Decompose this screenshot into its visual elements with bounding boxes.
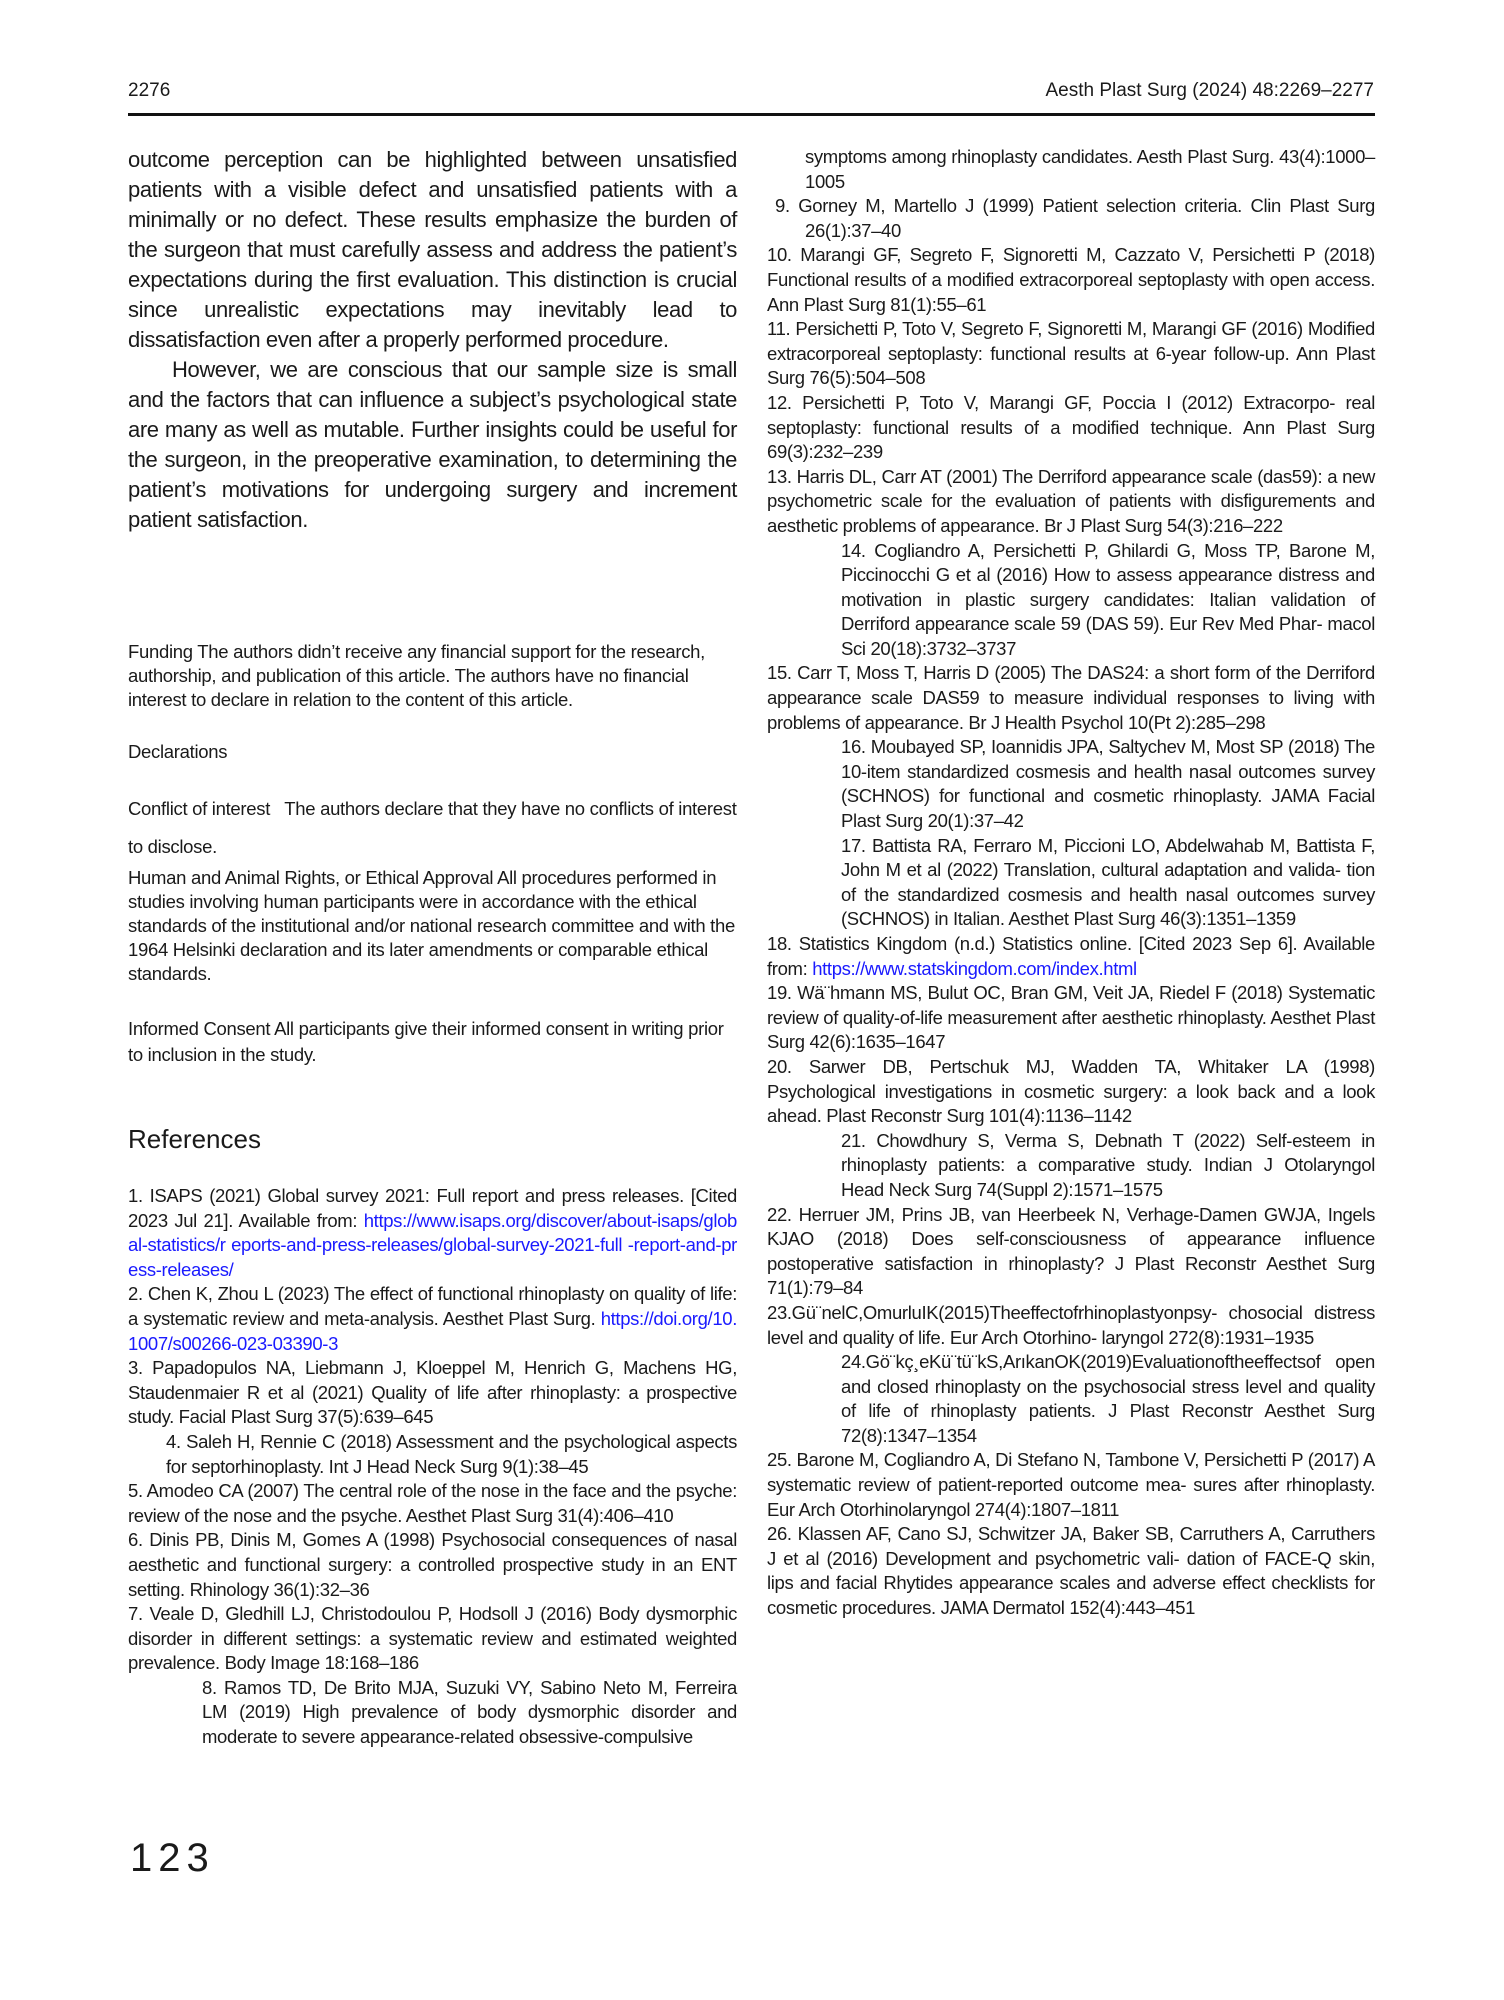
reference-text: 13. Harris DL, Carr AT (2001) The Derriford appearance scale (das59): a new psychometric scale for the evaluation of patients with disfigurements and aesthetic problems of appearance. Br J Plast Surg 54(3):216–222 [767, 465, 1375, 536]
reference-text: 19. Wä¨hmann MS, Bulut OC, Bran GM, Veit JA, Riedel F (2018) Systematic review of quality-of-life measurement after aesthetic rhinoplasty. Aesthet Plast Surg 42(6):1635–1647 [767, 982, 1375, 1053]
journal-citation: Aesth Plast Surg (2024) 48:2269–2277 [1045, 80, 1374, 101]
reference-text: 25. Barone M, Cogliandro A, Di Stefano N, Tambone V, Persichetti P (2017) A systematic review of patient-reported outcome mea- sures after rhinoplasty. Eur Arch Otorhinolaryngol 274(4):1807–1811 [767, 1449, 1375, 1520]
reference-item [767, 1129, 1375, 1203]
reference-item [767, 317, 1375, 391]
header-divider [128, 113, 1375, 116]
reference-item [767, 981, 1375, 1055]
reference-text: 8. Ramos TD, De Brito MJA, Suzuki VY, Sabino Neto M, Ferreira LM (2019) High prevalence of body dysmorphic disorder and moderate to severe appearance-related obsessive-compulsive [202, 1676, 737, 1748]
reference-text: 15. Carr T, Moss T, Harris D (2005) The DAS24: a short form of the Derriford appearance scale DAS59 to measure individual responses to living with problems of appearance. Br J Health Psychol 10(Pt 2):285–298 [767, 662, 1375, 733]
reference-item [767, 834, 1375, 932]
reference-text: 21. Chowdhury S, Verma S, Debnath T (2022) Self-esteem in rhinoplasty patients: a comparative study. Indian J Otolaryngol Head Neck Surg 74(Suppl 2):1571–1575 [841, 1129, 1375, 1200]
reference-list-left [128, 1184, 737, 1750]
reference-text: 26. Klassen AF, Cano SJ, Schwitzer JA, Baker SB, Carruthers A, Carruthers J et al (2016) Development and psychometric vali- dation of FACE-Q skin, lips and facial Rhytides appearance scales and adverse effect checklists for cosmetic procedures. JAMA Dermatol 152(4):443–451 [767, 1523, 1375, 1619]
ethical-approval [128, 866, 737, 986]
reference-list-right [767, 145, 1375, 1621]
funding-text: Funding The authors didn’t receive any financial support for the research, authorship, and publication of this article. The authors have no financial interest to declare in relation to the content of this article. [128, 641, 706, 710]
reference-link[interactable]: https://www.statskingdom.com/index.html [812, 957, 1137, 979]
reference-text: 18. Statistics Kingdom (n.d.) Statistics online. [Cited 2023 Sep 6]. Available from: [767, 933, 1375, 979]
reference-item [767, 1055, 1375, 1129]
reference-text: 16. Moubayed SP, Ioannidis JPA, Saltychev M, Most SP (2018) The 10-item standardized cosmesis and health nasal outcomes survey (SCHNOS) for functional and cosmetic rhinoplasty. JAMA Facial Plast Surg 20(1):37–42 [841, 736, 1375, 832]
reference-text: 10. Marangi GF, Segreto F, Signoretti M, Cazzato V, Persichetti P (2018) Functional results of a modified extracorporeal septoplasty with open access. Ann Plast Surg 81(1):55–61 [767, 244, 1375, 315]
reference-text: 22. Herruer JM, Prins JB, van Heerbeek N, Verhage-Damen GWJA, Ingels KJAO (2018) Does self-consciousness of appearance influence postoperative satisfaction in rhinoplasty? J Plast Reconstr Aesthet Surg 71(1):79–84 [767, 1203, 1375, 1299]
reference-text: 5. Amodeo CA (2007) The central role of the nose in the face and the psyche: review of the nose and the psyche. Aesthet Plast Surg 31(4):406–410 [128, 1480, 737, 1526]
reference-item [128, 1528, 737, 1602]
reference-link[interactable]: https://www.isaps.org/discover/about-isaps/global-statistics/r eports-and-press-releases/global-survey-2021-full -report-and-press-releases/ [128, 1209, 737, 1280]
reference-item [767, 465, 1375, 539]
reference-item [767, 735, 1375, 833]
page-number: 2276 [128, 80, 171, 101]
conflict-text: The authors declare that they have no conflicts of interest to disclose. [128, 798, 737, 857]
reference-text: 23.Gü¨nelC,OmurluIK(2015)Theeffectofrhinoplastyonpsy- chosocial distress level and quality of life. Eur Arch Otorhino- laryngol 272(8):1931–1935 [767, 1301, 1375, 1348]
discussion-text [128, 145, 737, 535]
reference-item [767, 243, 1375, 317]
reference-item [767, 1522, 1375, 1620]
reference-text: 4. Saleh H, Rennie C (2018) Assessment and the psychological aspects for septorhinoplasty. Int J Head Neck Surg 9(1):38–45 [166, 1430, 737, 1477]
reference-item [128, 1479, 737, 1528]
reference-item [767, 932, 1375, 981]
reference-item [767, 1301, 1375, 1350]
paragraph: outcome perception can be highlighted between unsatisfied patients with a visible defect and unsatisfied patients with a minimally or no defect. These results emphasize the burden of the surgeon that must carefully assess and address the patient’s expectations during the first evaluation. This distinction is crucial since unrealistic expectations may inevitably lead to dissatisfaction even after a properly performed procedure. [128, 147, 737, 352]
reference-text: 24.Gö¨kç¸eKü¨tü¨kS,ArıkanOK(2019)Evaluationoftheeffectsof open and closed rhinoplasty on the psychosocial stress level and quality of life of rhinoplasty patients. J Plast Reconstr Aesthet Surg 72(8):1347–1354 [841, 1351, 1375, 1446]
reference-item [767, 194, 1375, 243]
reference-item [767, 1203, 1375, 1301]
reference-text: 20. Sarwer DB, Pertschuk MJ, Wadden TA, Whitaker LA (1998) Psychological investigations in cosmetic surgery: a look back and a look ahead. Plast Reconstr Surg 101(4):1136–1142 [767, 1055, 1375, 1127]
reference-item [767, 661, 1375, 735]
reference-text: 14. Cogliandro A, Persichetti P, Ghilardi G, Moss TP, Barone M, Piccinocchi G et al (2016) How to assess appearance distress and motivation in plastic surgery candidates: Italian validation of Derriford appearance scale 59 (DAS 59). Eur Rev Med Phar- macol Sci 20(18):3732–3737 [841, 539, 1375, 659]
reference-text: symptoms among rhinoplasty candidates. Aesth Plast Surg. 43(4):1000–1005 [805, 146, 1375, 192]
springer-logo [130, 1836, 215, 1881]
reference-text: 1. ISAPS (2021) Global survey 2021: Full report and press releases. [Cited 2023 Jul 21]. Available from: [128, 1185, 737, 1231]
ethics-text: All procedures performed in studies involving human participants were in accordance with the ethical standards of the institutional and/or national research committee and with the 1964 Helsinki declaration and its later amendments or comparable ethical standards. [128, 867, 735, 984]
declarations-heading: Declarations [128, 741, 228, 762]
reference-text: 12. Persichetti P, Toto V, Marangi GF, Poccia I (2012) Extracorpo- real septoplasty: functional results of a modified technique. Ann Plast Surg 69(3):232–239 [767, 391, 1375, 463]
references-heading: References [128, 1124, 261, 1154]
reference-item [767, 145, 1375, 194]
reference-text: 17. Battista RA, Ferraro M, Piccioni LO, Abdelwahab M, Battista F, John M et al (2022) Translation, cultural adaptation and valida- tion of the standardized cosmesis and health nasal outcomes survey (SCHNOS) in Italian. Aesthet Plast Surg 46(3):1351–1359 [841, 834, 1375, 930]
reference-text: 2. Chen K, Zhou L (2023) The effect of functional rhinoplasty on quality of life: a systematic review and meta-analysis. Aesthet Plast Surg. [128, 1283, 737, 1329]
logo-text: 123 [130, 1836, 215, 1880]
reference-item [128, 1602, 737, 1676]
reference-item [767, 539, 1375, 662]
reference-item [128, 1184, 737, 1282]
reference-text: 7. Veale D, Gledhill LJ, Christodoulou P, Hodsoll J (2016) Body dysmorphic disorder in different settings: a systematic review and estimated weighted prevalence. Body Image 18:168–186 [128, 1603, 737, 1674]
reference-text: 6. Dinis PB, Dinis M, Gomes A (1998) Psychosocial consequences of nasal aesthetic and functional surgery: a controlled prospective study in an ENT setting. Rhinology 36(1):32–36 [128, 1529, 737, 1600]
ethics-label: Human and Animal Rights, or Ethical Approval [128, 867, 494, 888]
conflict-of-interest [128, 790, 737, 866]
reference-item [767, 1448, 1375, 1522]
paragraph: However, we are conscious that our sample size is small and the factors that can influence a subject’s psychological state are many as well as mutable. Further insights could be useful for the surgeon, in the preoperative examination, to determining the patient’s motivations for undergoing surgery and increment patient satisfaction. [128, 357, 737, 532]
reference-item [128, 1430, 737, 1479]
reference-item [128, 1356, 737, 1430]
reference-text: 3. Papadopulos NA, Liebmann J, Kloeppel M, Henrich G, Machens HG, Staudenmaier R et al (2021) Quality of life after rhinoplasty: a prospective study. Facial Plast Surg 37(5):639–645 [128, 1357, 737, 1428]
reference-text: 11. Persichetti P, Toto V, Segreto F, Signoretti M, Marangi GF (2016) Modified extracorporeal septoplasty: functional results at 6-year follow-up. Ann Plast Surg 76(5):504–508 [767, 318, 1375, 389]
reference-item [767, 1350, 1375, 1448]
reference-item [128, 1676, 737, 1750]
reference-item [128, 1282, 737, 1356]
reference-link[interactable]: https://doi.org/10.1007/s00266-023-03390-3 [128, 1307, 737, 1354]
reference-item [767, 391, 1375, 465]
reference-text: 9. Gorney M, Martello J (1999) Patient selection criteria. Clin Plast Surg 26(1):37–40 [775, 195, 1375, 241]
funding-statement [128, 640, 737, 712]
informed-consent: Informed Consent All participants give their informed consent in writing prior to inclusion in the study. [128, 1018, 724, 1065]
conflict-label: Conflict of interest [128, 798, 271, 819]
